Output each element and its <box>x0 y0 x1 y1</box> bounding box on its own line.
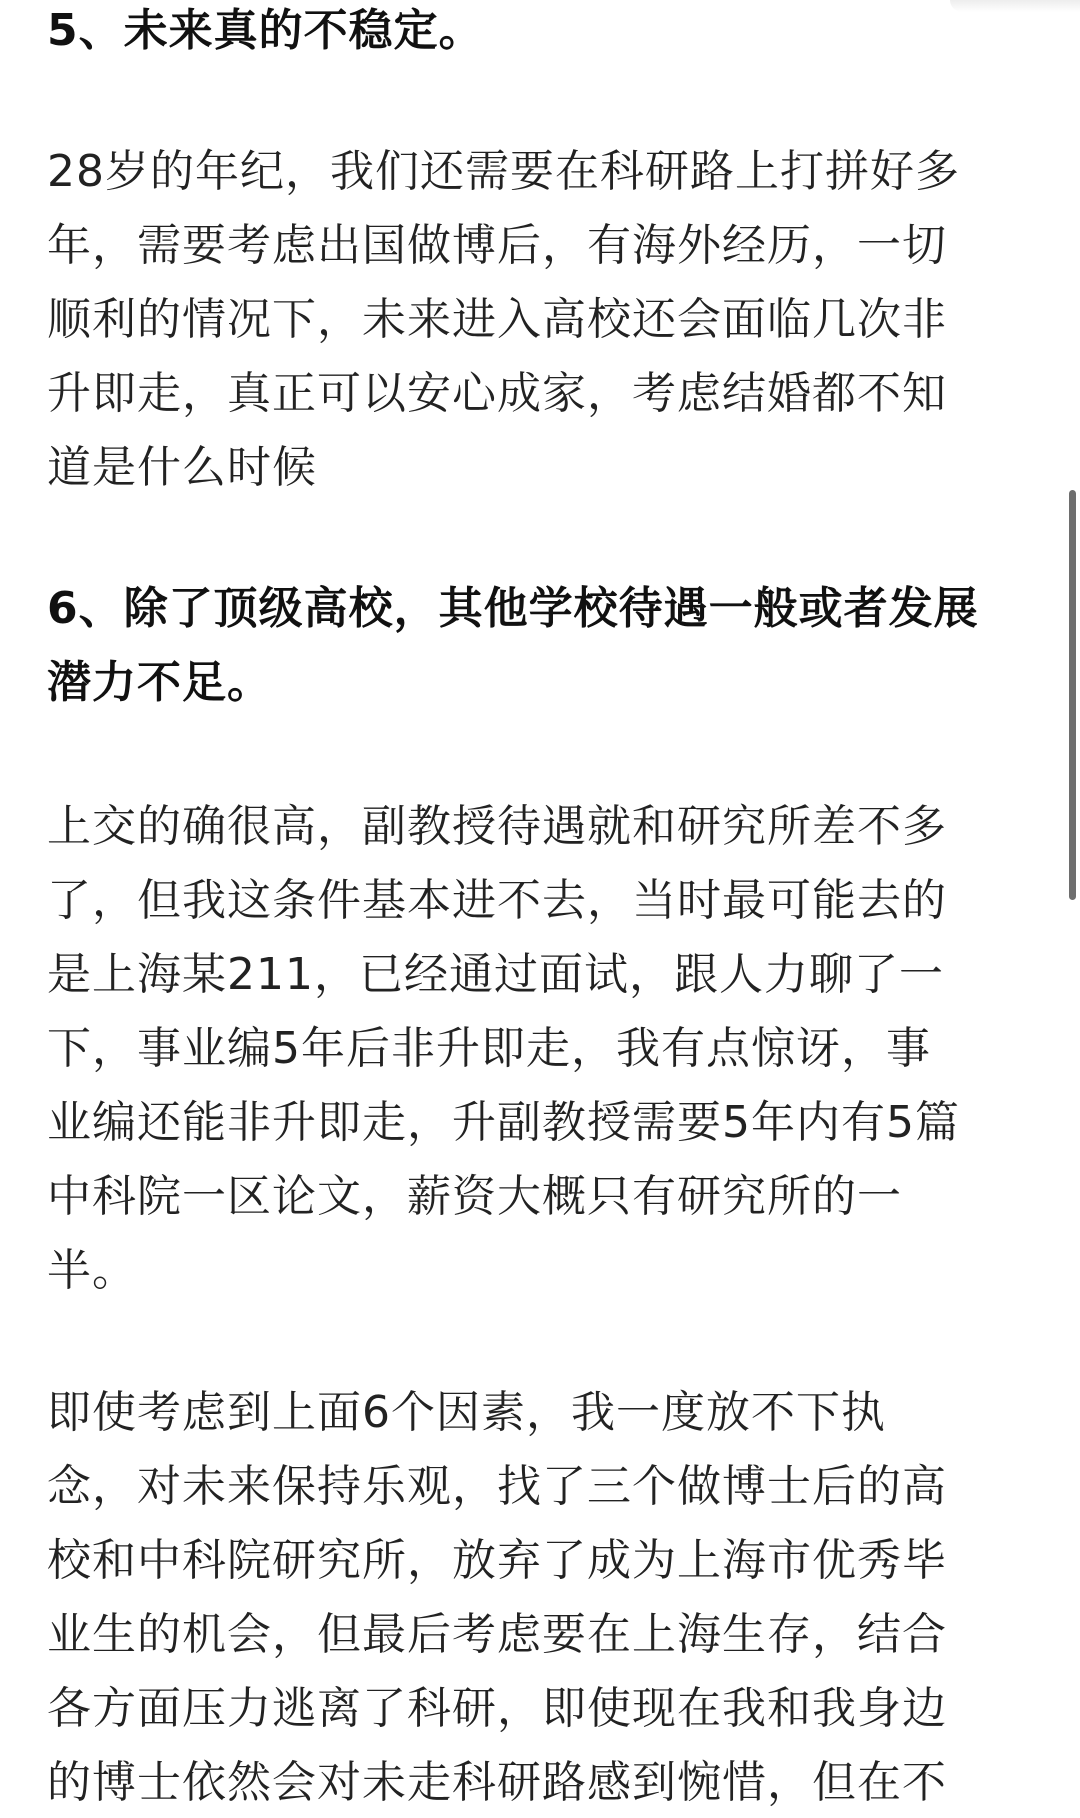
vertical-scrollbar[interactable] <box>1066 0 1080 1818</box>
paragraph-university-treatment: 上交的确很高，副教授待遇就和研究所差不多 了，但我这条件基本进不去，当时最可能去的 是上海某211，已经通过面试，跟人力聊了一 下，事业编5年后非升即走，我有点惊讶，事 业编还能非升即走，升副教授需要5年内有5篇 中科院一区论文，薪资大概只有研究所的一 半。 <box>47 801 960 1296</box>
scrollbar-thumb[interactable] <box>1069 490 1076 900</box>
top-edge-shadow <box>950 0 1080 12</box>
paragraph-future-instability: 28岁的年纪，我们还需要在科研路上打拼好多 年，需要考虑出国做博后，有海外经历，一切 顺利的情况下，未来进入高校还会面临几次非 升即走，真正可以安心成家，考虑结婚都不知 道是什么时候 <box>47 146 960 493</box>
section-heading-5: 5、未来真的不稳定。 <box>47 5 484 56</box>
section-heading-6: 6、除了顶级高校，其他学校待遇一般或者发展 潜力不足。 <box>47 583 979 708</box>
paragraph-conclusion: 即使考虑到上面6个因素，我一度放不下执 念，对未来保持乐观，找了三个做博士后的高 校和中科院研究所，放弃了成为上海市优秀毕 业生的机会，但最后考虑要在上海生存，结合 各方面压力逃离了科研，即使现在我和我身边 的博士依然会对未走科研路感到惋惜，但在不 <box>47 1387 947 1808</box>
